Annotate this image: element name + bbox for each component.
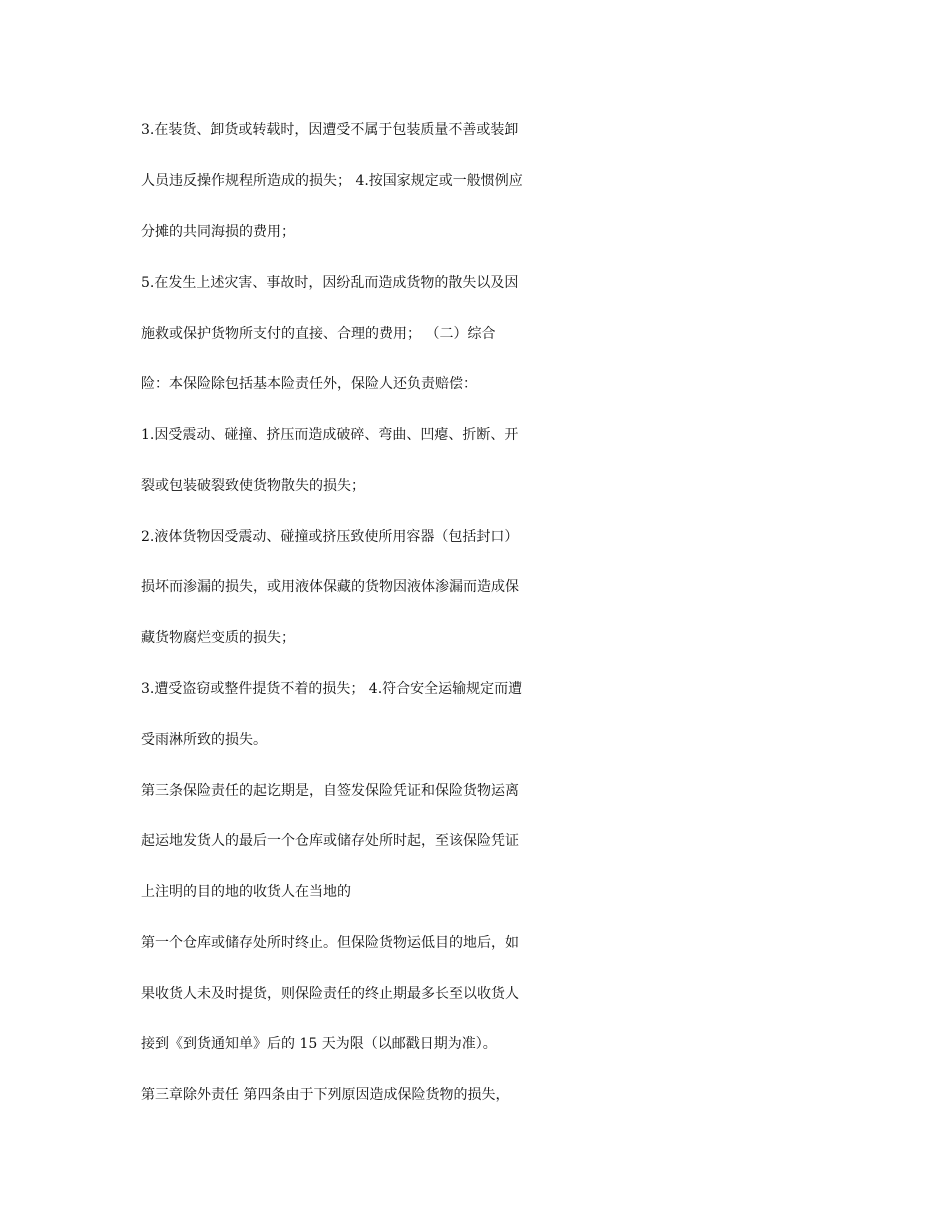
text-line: 2.液体货物因受震动、碰撞或挤压致使所用容器（包括封口）	[141, 529, 519, 545]
text-line: 施救或保护货物所支付的直接、合理的费用； （二）综合	[141, 326, 496, 342]
text-line: 险：本保险除包括基本险责任外，保险人还负责赔偿：	[141, 376, 477, 392]
text-line: 上注明的目的地的收货人在当地的	[141, 884, 351, 900]
text-line: 人员违反操作规程所造成的损失； 4.按国家规定或一般惯例应	[141, 173, 523, 189]
text-line: 损坏而渗漏的损失，或用液体保藏的货物因液体渗漏而造成保	[141, 579, 519, 595]
text-line: 受雨淋所致的损失。	[141, 732, 267, 748]
text-line: 第三章除外责任 第四条由于下列原因造成保险货物的损失，	[141, 1087, 510, 1103]
text-line: 5.在发生上述灾害、事故时，因纷乱而造成货物的散失以及因	[141, 275, 519, 291]
text-line: 接到《到货通知单》后的 15 天为限（以邮戳日期为准）。	[141, 1036, 497, 1052]
text-line: 藏货物腐烂变质的损失；	[141, 630, 295, 646]
text-line: 裂或包装破裂致使货物散失的损失；	[141, 478, 365, 494]
text-line: 3.遭受盗窃或整件提货不着的损失； 4.符合安全运输规定而遭	[141, 681, 523, 697]
text-line: 分摊的共同海损的费用；	[141, 224, 295, 240]
text-line: 起运地发货人的最后一个仓库或储存处所时起，至该保险凭证	[141, 833, 519, 849]
text-line: 第三条保险责任的起讫期是，自签发保险凭证和保险货物运离	[141, 783, 519, 799]
text-line: 1.因受震动、碰撞、挤压而造成破碎、弯曲、凹瘪、折断、开	[141, 427, 519, 443]
text-line: 果收货人未及时提货，则保险责任的终止期最多长至以收货人	[141, 986, 519, 1002]
text-line: 第一个仓库或储存处所时终止。但保险货物运低目的地后，如	[141, 935, 519, 951]
text-line: 3.在装货、卸货或转载时，因遭受不属于包装质量不善或装卸	[141, 122, 519, 138]
